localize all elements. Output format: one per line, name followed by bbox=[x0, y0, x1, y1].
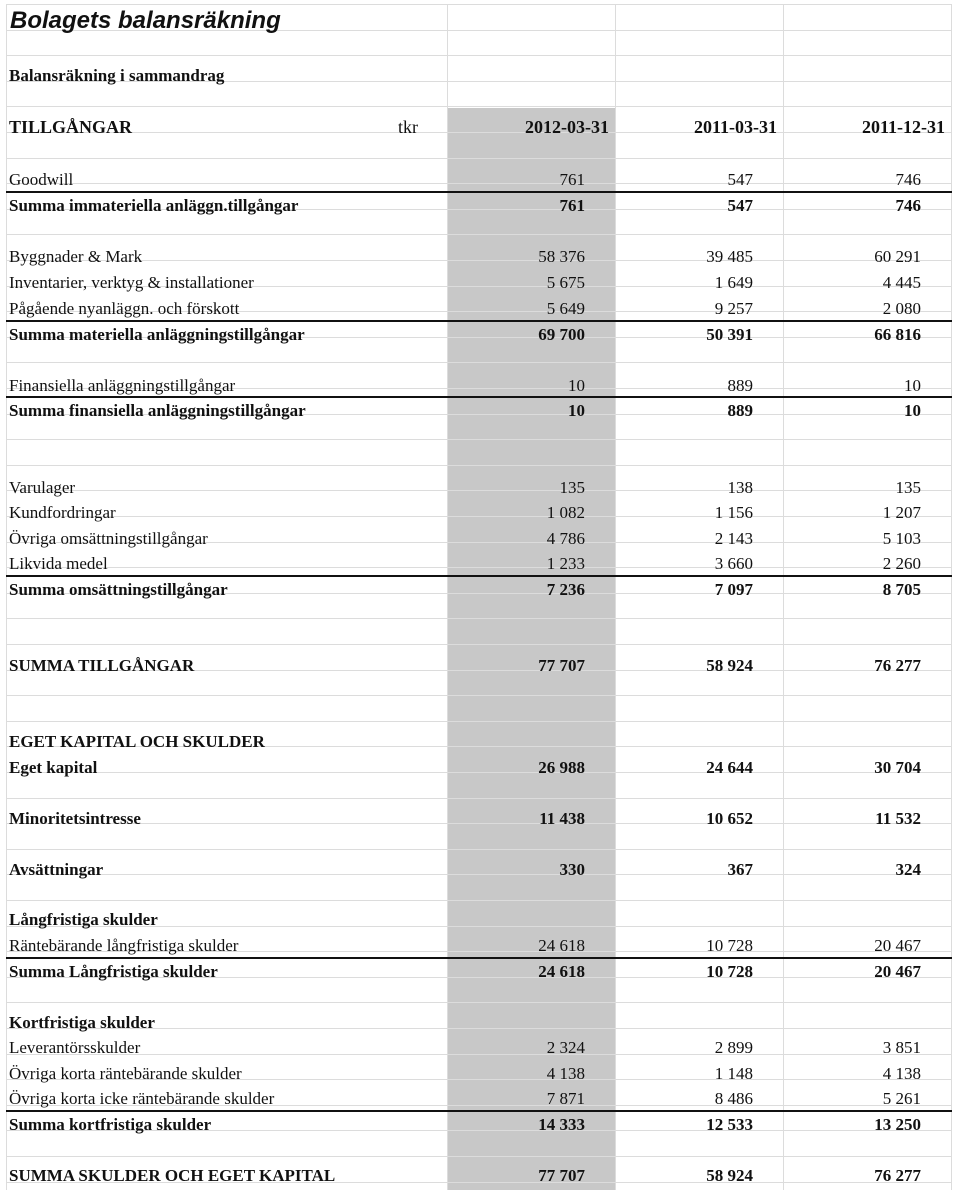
value-2011-03-31: 7 097 bbox=[714, 580, 753, 599]
value-2011-12-31: 2 080 bbox=[882, 299, 921, 318]
table-row bbox=[0, 754, 960, 779]
grid-line bbox=[6, 849, 952, 850]
grid-line bbox=[6, 798, 952, 799]
value-2011-03-31: 39 485 bbox=[706, 247, 753, 266]
value-2011-12-31: 3 851 bbox=[882, 1038, 921, 1057]
row-label: Minoritetsintresse bbox=[9, 809, 141, 828]
table-row bbox=[0, 499, 960, 524]
value-2011-03-31: 1 649 bbox=[714, 273, 753, 292]
row-label: Eget kapital bbox=[9, 758, 98, 777]
row-label: Pågående nyanläggn. och förskott bbox=[9, 299, 240, 318]
value-2012-03-31: 77 707 bbox=[538, 1166, 585, 1185]
value-2011-03-31: 10 652 bbox=[706, 809, 753, 828]
value-2011-03-31: 547 bbox=[727, 196, 753, 215]
value-2012-03-31: 10 bbox=[568, 401, 585, 420]
grid-line bbox=[6, 439, 952, 440]
row-label: Leverantörsskulder bbox=[9, 1038, 141, 1057]
row-label: Övriga omsättningstillgångar bbox=[9, 529, 208, 548]
row-label: Varulager bbox=[9, 478, 76, 497]
column-header-2011-03-31: 2011-03-31 bbox=[694, 117, 777, 137]
value-2012-03-31: 7 236 bbox=[546, 580, 585, 599]
table-row bbox=[0, 550, 960, 575]
value-2011-12-31: 13 250 bbox=[874, 1115, 921, 1134]
value-2011-03-31: 58 924 bbox=[706, 656, 753, 675]
value-2011-03-31: 367 bbox=[727, 860, 753, 879]
grid-line bbox=[6, 1002, 952, 1003]
subtitle-row bbox=[0, 62, 960, 87]
grid-line bbox=[6, 721, 952, 722]
value-2011-12-31: 76 277 bbox=[874, 656, 921, 675]
table-row-subtotal bbox=[0, 958, 960, 983]
value-2011-12-31: 10 bbox=[904, 376, 921, 395]
row-label: Inventarier, verktyg & installationer bbox=[9, 273, 254, 292]
value-2012-03-31: 1 233 bbox=[546, 554, 585, 573]
row-label: Övriga korta icke räntebärande skulder bbox=[9, 1089, 275, 1108]
row-label: Summa Långfristiga skulder bbox=[9, 962, 218, 981]
table-row bbox=[0, 932, 960, 957]
value-2011-12-31: 746 bbox=[895, 196, 921, 215]
value-2011-03-31: 8 486 bbox=[714, 1089, 753, 1108]
value-2011-12-31: 8 705 bbox=[882, 580, 921, 599]
row-label: SUMMA TILLGÅNGAR bbox=[9, 656, 195, 675]
table-row-total bbox=[0, 652, 960, 677]
value-2011-12-31: 4 138 bbox=[882, 1064, 921, 1083]
table-row bbox=[0, 166, 960, 191]
value-2011-03-31: 1 156 bbox=[714, 503, 753, 522]
value-2011-03-31: 10 728 bbox=[706, 936, 753, 955]
table-row-subtotal bbox=[0, 321, 960, 346]
value-2011-12-31: 60 291 bbox=[874, 247, 921, 266]
value-2012-03-31: 135 bbox=[559, 478, 585, 497]
value-2012-03-31: 69 700 bbox=[538, 325, 585, 344]
value-2011-03-31: 547 bbox=[727, 170, 753, 189]
row-label: Finansiella anläggningstillgångar bbox=[9, 376, 236, 395]
value-2011-12-31: 76 277 bbox=[874, 1166, 921, 1185]
header-label: TILLGÅNGAR bbox=[9, 117, 133, 137]
column-header-2011-12-31: 2011-12-31 bbox=[862, 117, 945, 137]
row-label: Summa materiella anläggningstillgångar bbox=[9, 325, 305, 344]
value-2012-03-31: 24 618 bbox=[538, 936, 585, 955]
row-label: Avsättningar bbox=[9, 860, 104, 879]
value-2011-03-31: 3 660 bbox=[714, 554, 753, 573]
table-row bbox=[0, 1060, 960, 1085]
value-2012-03-31: 330 bbox=[559, 860, 585, 879]
value-2011-03-31: 9 257 bbox=[714, 299, 753, 318]
row-label: Långfristiga skulder bbox=[9, 910, 158, 929]
grid-line bbox=[6, 106, 952, 107]
table-row bbox=[0, 269, 960, 294]
value-2011-12-31: 4 445 bbox=[882, 273, 921, 292]
value-2012-03-31: 10 bbox=[568, 376, 585, 395]
value-2011-03-31: 1 148 bbox=[714, 1064, 753, 1083]
table-row bbox=[0, 805, 960, 830]
row-label: Summa finansiella anläggningstillgångar bbox=[9, 401, 306, 420]
value-2011-12-31: 20 467 bbox=[874, 936, 921, 955]
value-2011-03-31: 889 bbox=[727, 401, 753, 420]
value-2012-03-31: 7 871 bbox=[546, 1089, 585, 1108]
value-2012-03-31: 26 988 bbox=[538, 758, 585, 777]
grid-line bbox=[6, 1156, 952, 1157]
grid-line bbox=[6, 695, 952, 696]
section-heading-row bbox=[0, 728, 960, 753]
grid-line bbox=[6, 234, 952, 235]
row-label: SUMMA SKULDER OCH EGET KAPITAL bbox=[9, 1166, 336, 1185]
value-2012-03-31: 1 082 bbox=[546, 503, 585, 522]
grid-line bbox=[6, 362, 952, 363]
row-label: EGET KAPITAL OCH SKULDER bbox=[9, 732, 265, 751]
row-label: Summa kortfristiga skulder bbox=[9, 1115, 212, 1134]
row-label: Räntebärande långfristiga skulder bbox=[9, 936, 239, 955]
table-row-subtotal bbox=[0, 1111, 960, 1136]
value-2011-12-31: 20 467 bbox=[874, 962, 921, 981]
section-heading-row bbox=[0, 1009, 960, 1034]
column-header-2012-03-31: 2012-03-31 bbox=[525, 117, 609, 137]
table-row-total bbox=[0, 1162, 960, 1187]
value-2011-12-31: 30 704 bbox=[874, 758, 921, 777]
table-row bbox=[0, 372, 960, 397]
value-2011-03-31: 889 bbox=[727, 376, 753, 395]
value-2011-03-31: 138 bbox=[727, 478, 753, 497]
value-2012-03-31: 14 333 bbox=[538, 1115, 585, 1134]
value-2012-03-31: 761 bbox=[559, 170, 585, 189]
row-label: Goodwill bbox=[9, 170, 74, 189]
table-row bbox=[0, 243, 960, 268]
value-2011-12-31: 324 bbox=[895, 860, 921, 879]
grid-line bbox=[6, 900, 952, 901]
value-2011-03-31: 58 924 bbox=[706, 1166, 753, 1185]
table-row bbox=[0, 474, 960, 499]
value-2011-12-31: 1 207 bbox=[882, 503, 921, 522]
row-label: Summa omsättningstillgångar bbox=[9, 580, 228, 599]
value-2012-03-31: 5 649 bbox=[546, 299, 585, 318]
section-heading-row bbox=[0, 906, 960, 931]
value-2011-03-31: 2 899 bbox=[714, 1038, 753, 1057]
value-2012-03-31: 77 707 bbox=[538, 656, 585, 675]
value-2011-03-31: 2 143 bbox=[714, 529, 753, 548]
value-2011-03-31: 10 728 bbox=[706, 962, 753, 981]
table-row bbox=[0, 1085, 960, 1110]
value-2011-12-31: 11 532 bbox=[875, 809, 921, 828]
grid-line bbox=[6, 644, 952, 645]
value-2012-03-31: 2 324 bbox=[546, 1038, 585, 1057]
unit-label: tkr bbox=[398, 117, 418, 137]
value-2012-03-31: 24 618 bbox=[538, 962, 585, 981]
row-label: Byggnader & Mark bbox=[9, 247, 143, 266]
table-row bbox=[0, 1034, 960, 1059]
sheet-subtitle: Balansräkning i sammandrag bbox=[9, 66, 225, 85]
row-label: Summa immateriella anläggn.tillgångar bbox=[9, 196, 299, 215]
value-2011-12-31: 66 816 bbox=[874, 325, 921, 344]
table-row bbox=[0, 525, 960, 550]
value-2011-12-31: 2 260 bbox=[882, 554, 921, 573]
value-2012-03-31: 4 138 bbox=[546, 1064, 585, 1083]
table-row-subtotal bbox=[0, 192, 960, 217]
value-2012-03-31: 761 bbox=[559, 196, 585, 215]
row-label: Kundfordringar bbox=[9, 503, 116, 522]
value-2011-12-31: 10 bbox=[904, 401, 921, 420]
sheet-title: Bolagets balansräkning bbox=[10, 7, 281, 34]
value-2012-03-31: 4 786 bbox=[546, 529, 585, 548]
value-2012-03-31: 5 675 bbox=[546, 273, 585, 292]
table-row-subtotal bbox=[0, 397, 960, 422]
value-2012-03-31: 11 438 bbox=[539, 809, 585, 828]
value-2011-12-31: 746 bbox=[895, 170, 921, 189]
header-row bbox=[0, 114, 960, 139]
value-2011-03-31: 50 391 bbox=[706, 325, 753, 344]
grid-line bbox=[6, 55, 952, 56]
value-2011-03-31: 24 644 bbox=[706, 758, 753, 777]
grid-line bbox=[6, 4, 952, 5]
value-2012-03-31: 58 376 bbox=[538, 247, 585, 266]
grid-line bbox=[6, 465, 952, 466]
table-row bbox=[0, 856, 960, 881]
value-2011-12-31: 5 103 bbox=[882, 529, 921, 548]
value-2011-03-31: 12 533 bbox=[706, 1115, 753, 1134]
grid-line bbox=[6, 158, 952, 159]
grid-line bbox=[6, 618, 952, 619]
row-label: Kortfristiga skulder bbox=[9, 1013, 155, 1032]
row-label: Övriga korta räntebärande skulder bbox=[9, 1064, 242, 1083]
row-label: Likvida medel bbox=[9, 554, 108, 573]
value-2011-12-31: 5 261 bbox=[882, 1089, 921, 1108]
table-row bbox=[0, 295, 960, 320]
value-2011-12-31: 135 bbox=[895, 478, 921, 497]
table-row-subtotal bbox=[0, 576, 960, 601]
